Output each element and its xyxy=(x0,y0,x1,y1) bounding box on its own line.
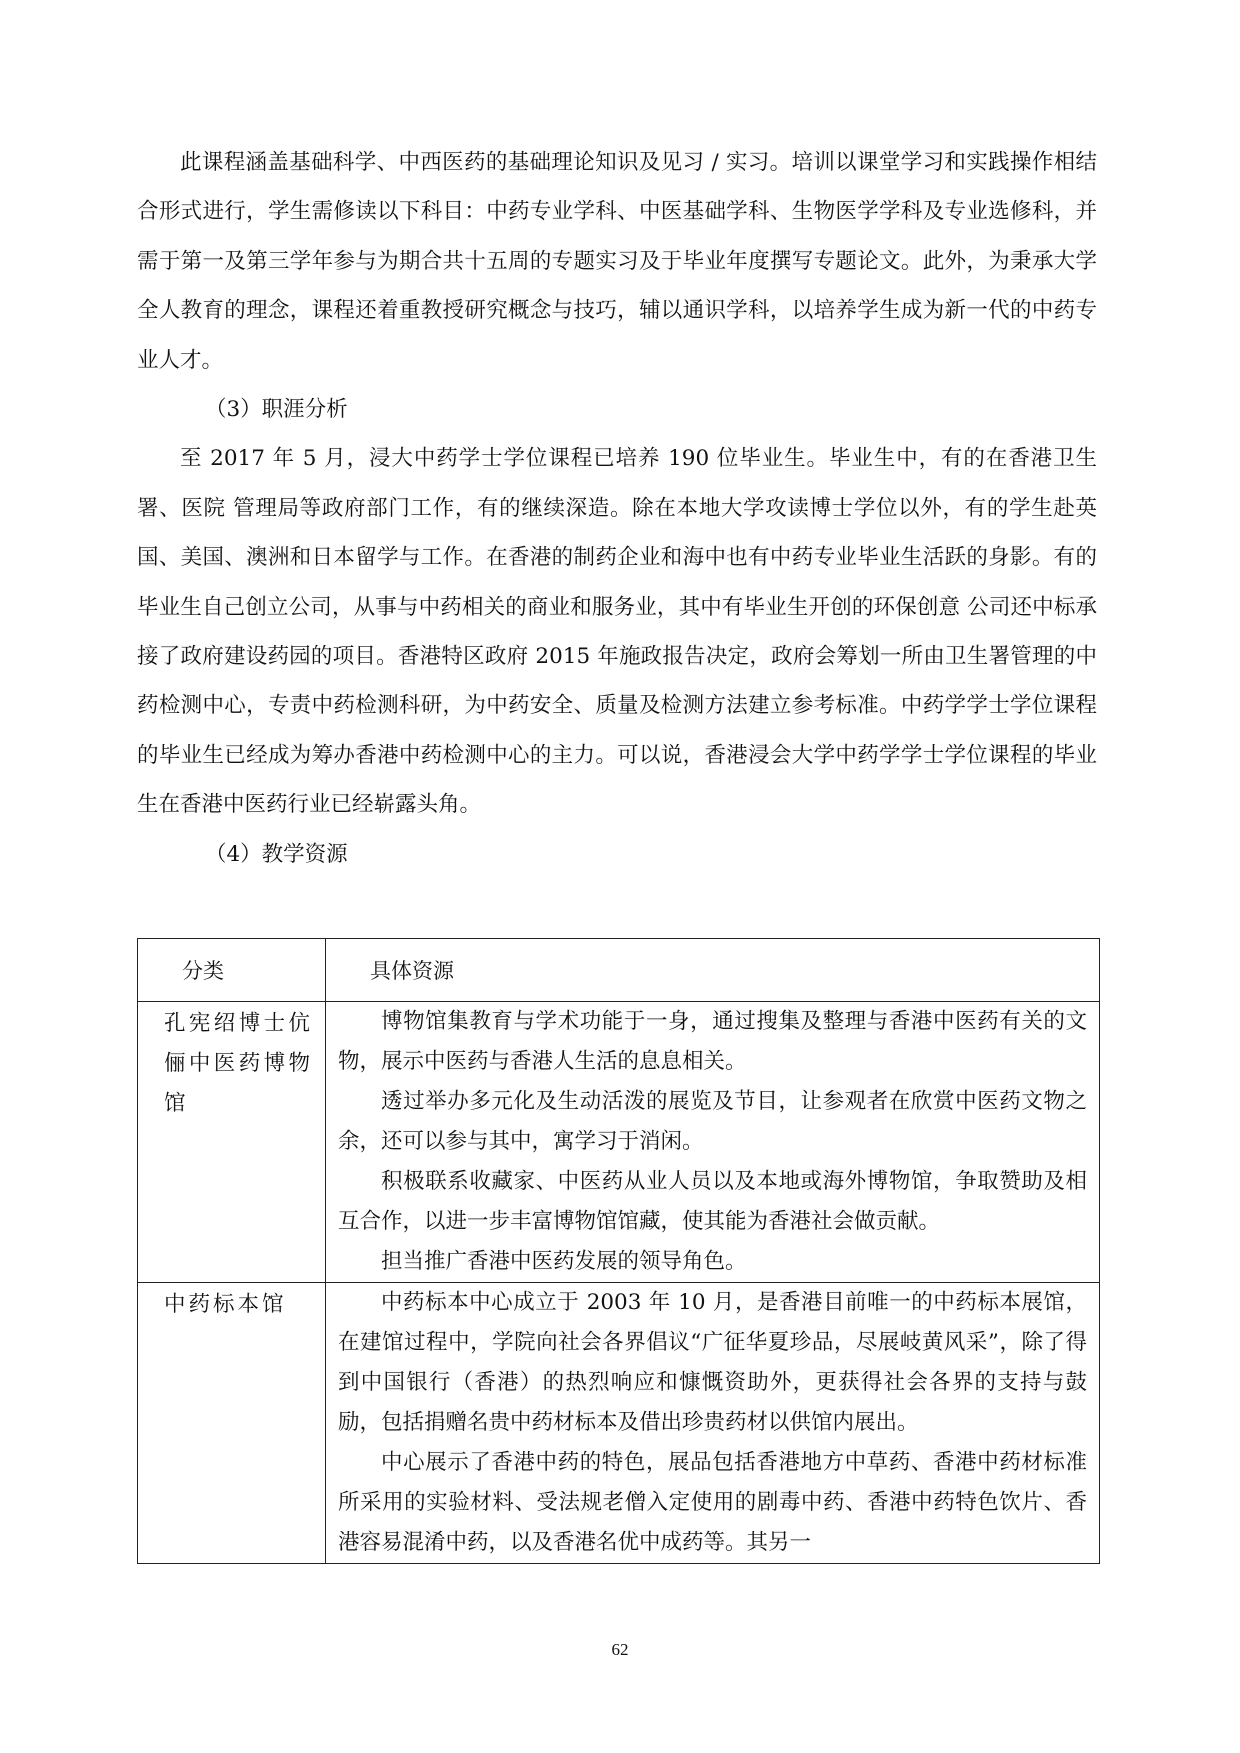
career-paragraph: 至 2017 年 5 月，浸大中药学士学位课程已培养 190 位毕业生。毕业生中，有的在香港卫生署、医院 管理局等政府部门工作，有的继续深造。除在本地大学攻读博士学位以外，有的学生赴英国、美国、澳洲和日本留学与工作。在香港的制药企业和海中也有中药专业毕业生活跃的身影。有的毕业生自己创立公司，从事与中药相关的商业和服务业，其中有毕业生开创的环保创意 公司还中标承接了政府建设药园的项目。香港特区政府 2015 年施政报告决定，政府会筹划一所由卫生署管理的中药检测中心，专责中药检测科研，为中药安全、质量及检测方法建立参考标准。中药学学士学位课程的毕业生已经成为筹办香港中药检测中心的主力。可以说，香港浸会大学中药学学士学位课程的毕业生在香港中医药行业已经崭露头角。 xyxy=(137,446,1097,818)
page-number: 62 xyxy=(611,1640,629,1659)
resource-item: 透过举办多元化及生动活泼的展览及节目，让参观者在欣赏中医药文物之余，还可以参与其中，寓学习于消闲。 xyxy=(338,1089,1087,1154)
header-resource-label: 具体资源 xyxy=(370,959,454,983)
table-row xyxy=(138,1002,1100,1283)
intro-paragraph: 此课程涵盖基础科学、中西医药的基础理论知识及见习 / 实习。培训以课堂学习和实践操作相结合形式进行，学生需修读以下科目：中药专业学科、中医基础学科、生物医学学科及专业选修科，并需于第一及第三学年参与为期合共十五周的专题实习及于毕业年度撰写专题论文。此外，为秉承大学全人教育的理念，课程还着重教授研究概念与技巧，辅以通识学科，以培养学生成为新一代的中药专业人才。 xyxy=(137,150,1097,373)
resource-item: 中心展示了香港中药的特色，展品包括香港地方中草药、香港中药材标准所采用的实验材料、受法规老僧入定使用的剧毒中药、香港中药特色饮片、香港容易混淆中药，以及香港名优中成药等。其另一 xyxy=(338,1450,1087,1555)
resource-item: 担当推广香港中医药发展的领导角色。 xyxy=(381,1249,747,1274)
table-header-category xyxy=(138,939,326,1002)
resources-table xyxy=(137,938,1100,1564)
resource-item: 积极联系收藏家、中医药从业人员以及本地或海外博物馆，争取赞助及相互合作，以进一步丰富博物馆馆藏，使其能为香港社会做贡献。 xyxy=(338,1169,1087,1234)
section-heading-resources: （4）教学资源 xyxy=(205,841,348,867)
resource-item: 博物馆集教育与学术功能于一身，通过搜集及整理与香港中医药有关的文物，展示中医药与香港人生活的息息相关。 xyxy=(338,1009,1087,1074)
section-heading-career: （3）职涯分析 xyxy=(205,397,348,423)
row-resource xyxy=(326,1002,1100,1283)
table-row xyxy=(138,1283,1100,1564)
table-header-resource xyxy=(326,939,1100,1002)
row-resource xyxy=(326,1283,1100,1564)
body-text xyxy=(137,138,1097,879)
header-category-label: 分类 xyxy=(182,959,224,983)
resource-item: 中药标本中心成立于 2003 年 10 月，是香港目前唯一的中药标本展馆，在建馆过程中，学院向社会各界倡议“广征华夏珍品，尽展岐黄风采”，除了得到中国银行（香港）的热烈响应和慷慨资助外，更获得社会各界的支持与鼓励，包括捐赠名贵中药材标本及借出珍贵药材以供馆内展出。 xyxy=(338,1290,1087,1435)
row-category: 中药标本馆 xyxy=(138,1283,326,1564)
table-header-row xyxy=(138,939,1100,1002)
row-category: 孔宪绍博士伉俪中医药博物馆 xyxy=(138,1002,326,1283)
